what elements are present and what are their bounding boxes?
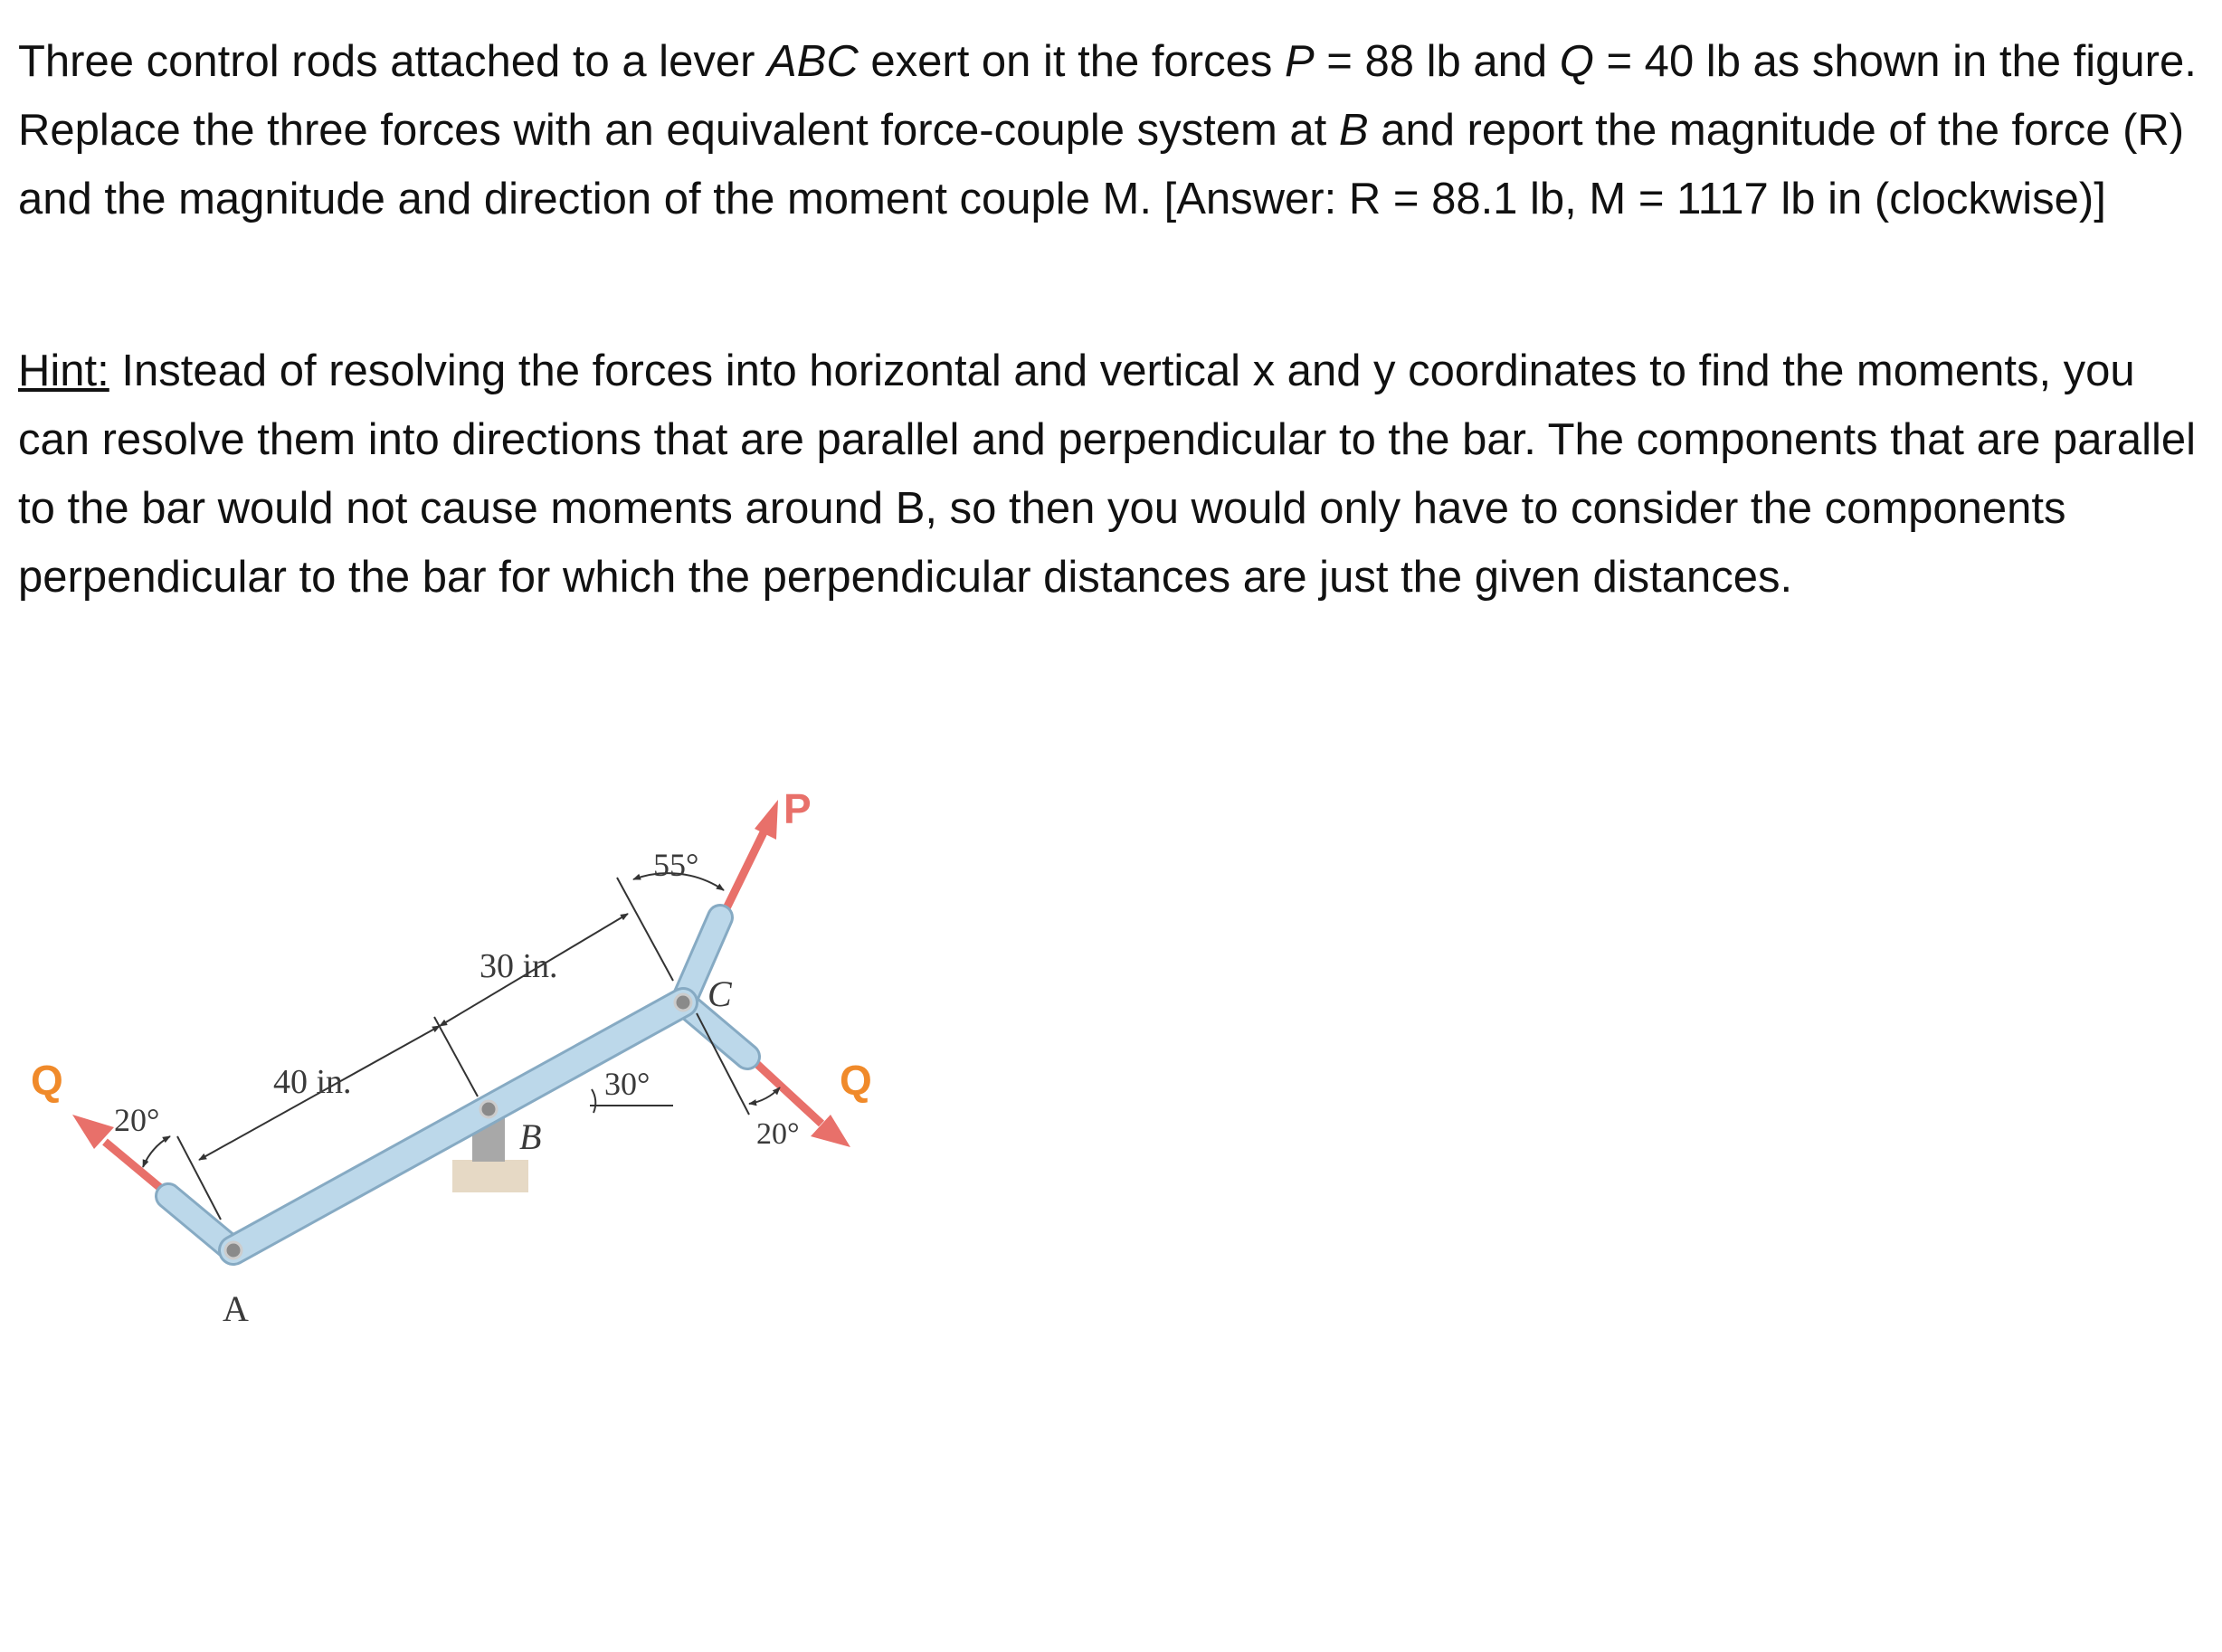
label-point-a: A	[223, 1288, 249, 1329]
label-point-b: B	[519, 1116, 542, 1157]
hint-body: Instead of resolving the forces into horizontal and vertical x and y coordinates to find the moments, you can resolve them into directions that are parallel and perpendicular to the bar. The components that are parallel to the bar would not cause moments around B, so then you would only have to consider the components perpendicular to the bar for which the perpendicular distances are just the given distances.	[18, 347, 2196, 602]
problem-text-5: and report the magnitude of the force (R) and the magnitude and direction of the moment couple M. [Answer: R = 88.1 lb, M = 1117 lb in (clockwise)]	[18, 106, 2185, 223]
label-force-q-left: Q	[31, 1057, 63, 1104]
angle-arc-q-left	[143, 1136, 170, 1167]
problem-text-3: = 88 lb and	[1314, 37, 1560, 86]
force-p-symbol: P	[1284, 37, 1315, 86]
angle-arc-q-right	[749, 1087, 780, 1104]
label-angle-55: 55°	[653, 847, 699, 883]
problem-statement	[18, 27, 2208, 233]
label-force-p: P	[783, 785, 812, 832]
pin-b	[480, 1101, 497, 1117]
lever-bar	[233, 1002, 683, 1250]
point-b-symbol: B	[1338, 106, 1369, 155]
label-point-c: C	[707, 973, 732, 1014]
lever-name: ABC	[767, 37, 859, 86]
problem-text-1: Three control rods attached to a lever	[18, 37, 767, 86]
label-dim-bc: 30 in.	[480, 947, 558, 985]
force-q-symbol: Q	[1559, 37, 1594, 86]
hint-paragraph	[18, 337, 2208, 612]
label-angle-30: 30°	[604, 1066, 650, 1102]
lever-figure	[0, 778, 1411, 1638]
ext-line-b	[434, 1017, 478, 1097]
label-force-q-right: Q	[840, 1057, 872, 1104]
problem-text-2: exert on it the forces	[858, 37, 1285, 86]
label-dim-ab: 40 in.	[273, 1063, 352, 1101]
angle-arc-30	[592, 1089, 595, 1113]
pin-c	[675, 994, 691, 1011]
ext-line-c	[617, 878, 673, 981]
problem-text-4: = 40 lb as shown in the figure. Replace the three forces with an equivalent force-couple system at	[18, 37, 2197, 155]
label-angle-q-left: 20°	[114, 1102, 160, 1138]
label-angle-q-right: 20°	[756, 1117, 800, 1151]
support-base	[452, 1160, 528, 1192]
force-p-arrow	[724, 800, 778, 914]
hint-label: Hint:	[18, 347, 109, 395]
pin-a	[225, 1242, 242, 1258]
